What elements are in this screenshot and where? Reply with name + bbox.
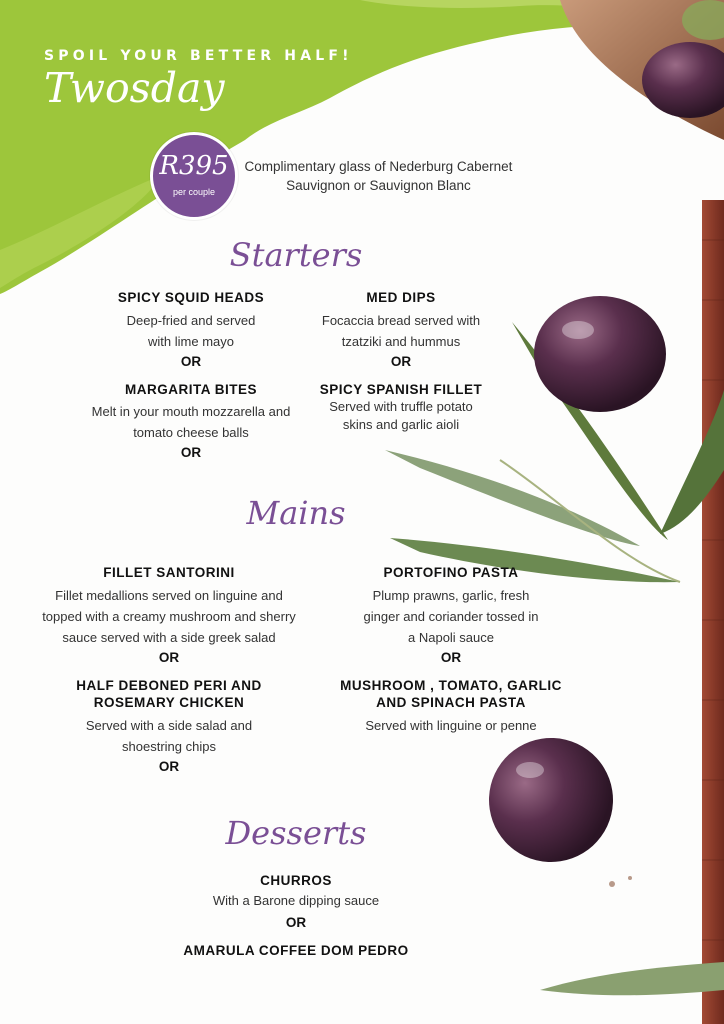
menu-item-description: Served with linguine or penne (365, 718, 537, 733)
wood-board (702, 200, 724, 1024)
menu-item-name: MARGARITA BITES (125, 382, 257, 397)
desserts-list (146, 872, 446, 959)
or-label: OR (158, 650, 180, 665)
starter-column-right (301, 289, 501, 434)
menu-item-name: HALF DEBONED PERI AND ROSEMARY CHICKEN (76, 678, 262, 710)
menu-item-description: Melt in your mouth mozzarella and tomato cheese balls (91, 404, 291, 440)
menu-item-description: Fillet medallions served on linguine and topped with a creamy mushroom and sherry sauce served with a side greek salad (42, 588, 296, 645)
menu-item-name: PORTOFINO PASTA (383, 565, 519, 580)
menu-item-description: Focaccia bread served with tzatziki and hummus (321, 313, 481, 349)
section-heading-starters: Starters (229, 236, 363, 274)
menu-item-description: With a Barone dipping sauce (212, 893, 380, 908)
olive (534, 296, 666, 412)
olive-leaf (385, 450, 640, 546)
menu-item-name: MED DIPS (366, 290, 436, 305)
or-label: OR (180, 445, 202, 460)
mains-column-right (326, 564, 576, 736)
or-label: OR (180, 354, 202, 369)
starter-column-left (91, 289, 291, 460)
menu-item-name: SPICY SPANISH FILLET (319, 382, 483, 397)
menu-item-description: Deep-fried and served with lime mayo (126, 313, 256, 349)
section-heading-desserts: Desserts (225, 814, 367, 852)
menu-item-name: AMARULA COFFEE DOM PEDRO (183, 943, 409, 958)
page-title: Twosday (44, 64, 225, 112)
tagline: SPOIL YOUR BETTER HALF! (44, 48, 353, 64)
price-badge (150, 132, 238, 220)
menu-item-name: FILLET SANTORINI (103, 565, 235, 580)
or-label: OR (440, 650, 462, 665)
or-label: OR (158, 759, 180, 774)
price: R395 (159, 151, 229, 181)
or-label: OR (390, 354, 412, 369)
mains-column-left (36, 564, 302, 774)
olive (472, 721, 631, 880)
menu-item-name: CHURROS (260, 873, 332, 888)
section-heading-mains: Mains (246, 494, 346, 532)
menu-item-description: Served with truffle potato skins and garlic aioli (329, 399, 473, 432)
or-label: OR (285, 915, 307, 930)
intro-text: Complimentary glass of Nederburg Cabernet Sauvignon or Sauvignon Blanc (244, 159, 513, 193)
price-note: per couple (172, 187, 216, 197)
menu-item-name: SPICY SQUID HEADS (117, 290, 265, 305)
menu-item-name: MUSHROOM , TOMATO, GARLIC AND SPINACH PASTA (340, 678, 562, 710)
menu-item-description: Served with a side salad and shoestring chips (85, 718, 253, 754)
menu-item-description: Plump prawns, garlic, fresh ginger and coriander tossed in a Napoli sauce (363, 588, 539, 645)
olive-leaf (540, 962, 724, 995)
